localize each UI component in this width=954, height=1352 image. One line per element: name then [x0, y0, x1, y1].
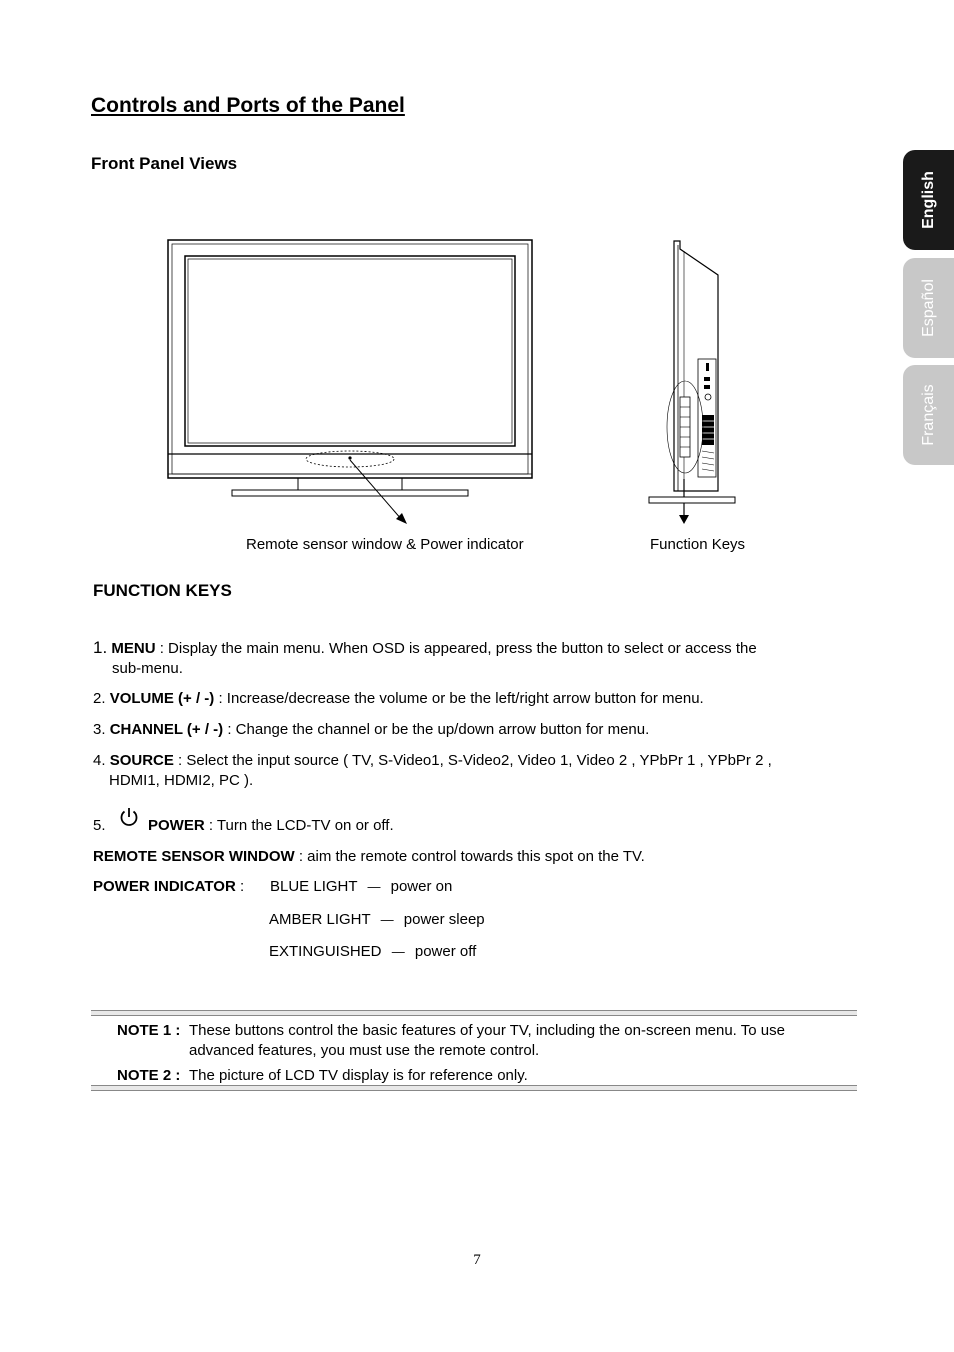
item-number: 4.	[93, 752, 106, 769]
item-number: 1.	[93, 638, 108, 657]
tv-front-view-illustration	[160, 230, 540, 530]
list-item	[148, 816, 394, 836]
power-state-dash: —	[391, 944, 405, 959]
power-indicator-label	[93, 877, 244, 897]
caption-function-keys: Function Keys	[650, 536, 746, 553]
item-number: 3.	[93, 721, 106, 738]
item-key: SOURCE	[109, 752, 174, 769]
note-2-label: NOTE 2 :	[117, 1067, 181, 1084]
note-1-label: NOTE 1 :	[117, 1022, 181, 1039]
section-title-front-panel: Front Panel Views	[91, 154, 238, 173]
power-indicator-key: POWER INDICATOR	[93, 878, 236, 895]
item-number: 5.	[93, 817, 106, 834]
item-continuation: sub-menu.	[112, 660, 183, 677]
remote-sensor-key: REMOTE SENSOR WINDOW	[93, 848, 295, 865]
power-state-row	[269, 942, 476, 962]
caption-remote-sensor: Remote sensor window & Power indicator	[246, 536, 524, 553]
tab-espanol[interactable]	[903, 258, 954, 358]
power-state-meaning: power off	[414, 943, 477, 960]
remote-sensor-line	[93, 847, 645, 867]
tab-francais-label: Français	[919, 384, 937, 446]
item-text: : Turn the LCD-TV on or off.	[204, 817, 394, 834]
list-item	[93, 751, 772, 771]
item-text: : Select the input source ( TV, S-Video1, S-Video2, Video 1, Video 2 , YPbPr 1 , YPbPr 2 ,	[173, 752, 772, 769]
power-state-meaning: power sleep	[403, 911, 485, 928]
item-text: : Display the main menu. When OSD is appeared, press the button to select or access the	[155, 640, 757, 657]
tab-francais[interactable]	[903, 365, 954, 465]
power-state-dash: —	[367, 879, 381, 894]
power-state-light: AMBER LIGHT	[269, 911, 371, 928]
function-keys-heading: FUNCTION KEYS	[93, 581, 232, 600]
power-icon	[118, 806, 140, 828]
power-state-row	[270, 877, 452, 897]
note-1-continuation: advanced features, you must use the remote control.	[189, 1042, 540, 1059]
list-item	[93, 720, 649, 740]
item-continuation: HDMI1, HDMI2, PC ).	[109, 772, 254, 789]
item-key: CHANNEL (+ / -)	[109, 721, 224, 738]
item-key: MENU	[111, 640, 156, 657]
power-state-row	[269, 910, 485, 930]
item-key: POWER	[148, 817, 205, 834]
note-2-text: The picture of LCD TV display is for reference only.	[189, 1067, 528, 1084]
power-state-dash: —	[380, 912, 394, 927]
tv-side-view-illustration	[640, 235, 740, 530]
page-number: 7	[473, 1252, 481, 1268]
note-1-text: These buttons control the basic features of your TV, including the on-screen menu. To use	[189, 1022, 785, 1039]
item-text: : Increase/decrease the volume or be the left/right arrow button for menu.	[214, 690, 704, 707]
item-key: VOLUME (+ / -)	[109, 690, 215, 707]
page-title: Controls and Ports of the Panel	[91, 94, 405, 117]
remote-sensor-text: : aim the remote control towards this spot on the TV.	[294, 848, 645, 865]
notes-bottom-rule	[91, 1085, 857, 1091]
list-item	[93, 689, 704, 709]
power-state-light: EXTINGUISHED	[269, 943, 382, 960]
notes-top-rule	[91, 1010, 857, 1016]
list-item	[93, 638, 757, 659]
power-state-meaning: power on	[390, 878, 453, 895]
power-indicator-sep: :	[235, 878, 245, 895]
item-text: : Change the channel or be the up/down arrow button for menu.	[223, 721, 650, 738]
tab-espanol-label: Español	[919, 279, 937, 337]
item-number: 2.	[93, 690, 106, 707]
tab-english[interactable]	[903, 150, 954, 250]
tab-english-label: English	[919, 171, 937, 229]
power-state-light: BLUE LIGHT	[270, 878, 358, 895]
